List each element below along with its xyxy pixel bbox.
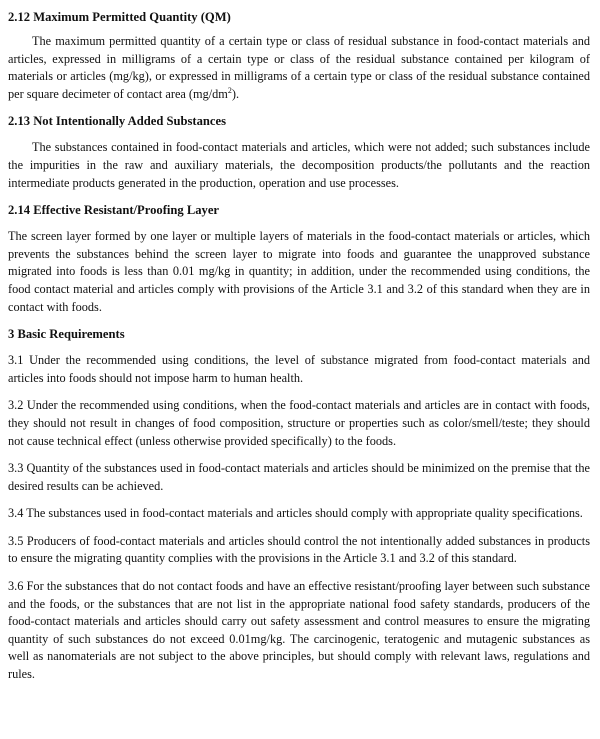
section-body-2-12-tail: ). — [231, 86, 240, 101]
requirement-3-3: 3.3 Quantity of the substances used in food-contact materials and articles should be minimized on the premise that the desired results can be achieved. — [8, 461, 590, 493]
requirement-3-6: 3.6 For the substances that do not contact foods and have an effective resistant/proofing layer between such substance and the foods, or the substances that are not list in the appropriate national food safety standards, producers of the food-contact materials and articles should carry out safety assessment and control measures to ensure the migrating quantity of such substances do not exceed 0.01mg/kg. The carcinogenic, teratogenic and mutagenic substances as well as nanomaterials are not subject to the above principles, but should comply with relevant laws, regulations and rules. — [8, 579, 590, 682]
requirement-3-2: 3.2 Under the recommended using conditions, when the food-contact materials and articles are in contact with foods, they should not result in changes of food composition, structure or properties such as color/smell/teste; they should not cause technical effect (unless otherwise provided specifically) to the foods. — [8, 398, 590, 448]
section-body-2-12 — [8, 33, 590, 103]
document-page — [8, 4, 590, 684]
section-heading-2-13: 2.13 Not Intentionally Added Substances — [8, 114, 226, 129]
section-heading-3: 3 Basic Requirements — [8, 327, 125, 342]
section-heading-2-14: 2.14 Effective Resistant/Proofing Layer — [8, 203, 220, 218]
requirement-3-1: 3.1 Under the recommended using conditions, the level of substance migrated from food-contact materials and articles into foods should not impose harm to human health. — [8, 353, 590, 385]
section-body-2-12-text: The maximum permitted quantity of a certain type or class of residual substance in food-contact materials and articles, expressed in milligrams of a certain type or class of the residual substance contained per kilogram of materials or articles (mg/kg), or expressed in milligrams of a certain type or class of the residual substance contained per square decimeter of contact area (mg/dm — [8, 34, 590, 101]
section-body-2-14: The screen layer formed by one layer or multiple layers of materials in the food-contact materials or articles, which prevents the substances behind the screen layer to migrate into foods and guarantee the unapproved substance migrated into foods is less than 0.01 mg/kg in quantity; in addition, under the recommended using conditions, the food contact material and articles comply with provisions of the Article 3.1 and 3.2 of this standard when they are in contact with foods. — [8, 229, 590, 314]
superscript-2: 2 — [227, 85, 232, 95]
section-heading-2-12: 2.12 Maximum Permitted Quantity (QM) — [8, 10, 231, 24]
requirement-3-5: 3.5 Producers of food-contact materials and articles should control the not intentionally added substances in products to ensure the migrating quantity complies with the provisions in the Article 3.1 and 3.2 of this standard. — [8, 533, 590, 566]
requirement-3-4: 3.4 The substances used in food-contact materials and articles should comply with appropriate quality specifications. — [8, 506, 583, 521]
section-body-2-13: The substances contained in food-contact materials and articles, which were not added; such substances include the impurities in the raw and auxiliary materials, the decomposition products/the pollutants and the reaction intermediate products generated in the production, operation and use processes. — [8, 140, 590, 190]
